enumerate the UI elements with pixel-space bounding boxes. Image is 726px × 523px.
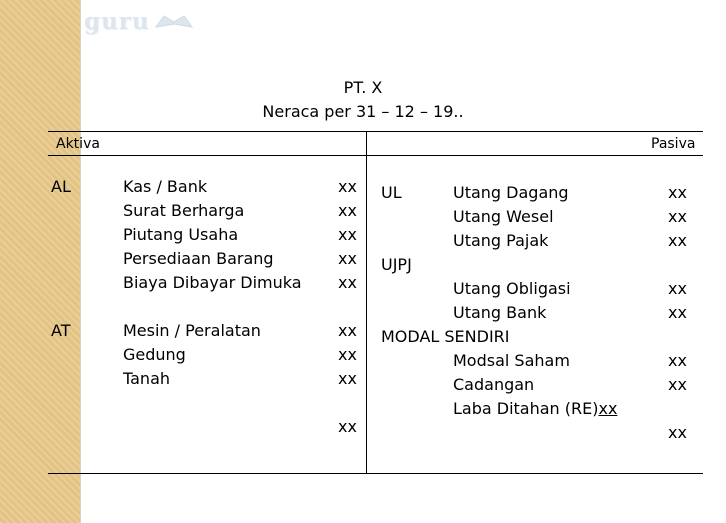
guru-logo xyxy=(84,8,194,34)
liability-value: xx xyxy=(668,231,687,250)
liability-value: xx xyxy=(668,303,687,322)
liability-value: xx xyxy=(668,207,687,226)
liability-label: Utang Obligasi xyxy=(453,279,571,298)
liability-label: Utang Bank xyxy=(453,303,547,322)
equity-label: Cadangan xyxy=(453,375,535,394)
equity-value: xx xyxy=(668,351,687,370)
column-divider xyxy=(366,131,367,474)
asset-label: Piutang Usaha xyxy=(123,225,239,244)
liability-value: xx xyxy=(668,279,687,298)
asset-value: xx xyxy=(338,249,357,268)
logo-text: guru xyxy=(84,7,150,35)
ujpj-code: UJPJ xyxy=(381,255,412,274)
header-bottom-rule xyxy=(48,155,703,156)
asset-value: xx xyxy=(338,321,357,340)
equity-label: Modsal Saham xyxy=(453,351,570,370)
liability-value: xx xyxy=(668,183,687,202)
balance-sheet-date: Neraca per 31 – 12 – 19.. xyxy=(262,102,464,121)
asset-label: Gedung xyxy=(123,345,186,364)
asset-label: Biaya Dibayar Dimuka xyxy=(123,273,302,292)
pasiva-total: xx xyxy=(668,423,687,442)
asset-value: xx xyxy=(338,225,357,244)
pasiva-header: Pasiva xyxy=(651,136,696,152)
asset-value: xx xyxy=(338,345,357,364)
equity-value: xx xyxy=(668,375,687,394)
retained-earnings-label: Laba Ditahan (RE) xyxy=(453,399,599,418)
asset-label: Persediaan Barang xyxy=(123,249,274,268)
asset-value: xx xyxy=(338,273,357,292)
liability-label: Utang Pajak xyxy=(453,231,549,250)
retained-earnings-row xyxy=(453,399,617,418)
company-name: PT. X xyxy=(343,78,383,97)
ul-code: UL xyxy=(381,183,402,202)
liability-label: Utang Dagang xyxy=(453,183,569,202)
asset-label: Kas / Bank xyxy=(123,177,208,196)
asset-label: Surat Berharga xyxy=(123,201,245,220)
table-top-rule xyxy=(48,131,703,132)
al-code: AL xyxy=(51,177,71,196)
retained-earnings-value: xx xyxy=(598,399,618,418)
asset-label: Mesin / Peralatan xyxy=(123,321,261,340)
liability-label: Utang Wesel xyxy=(453,207,554,226)
table-bottom-rule xyxy=(48,473,703,474)
asset-value: xx xyxy=(338,177,357,196)
asset-label: Tanah xyxy=(123,369,171,388)
aktiva-header: Aktiva xyxy=(56,136,100,152)
asset-value: xx xyxy=(338,369,357,388)
asset-value: xx xyxy=(338,201,357,220)
book-icon xyxy=(154,13,194,29)
modal-sendiri-code: MODAL SENDIRI xyxy=(381,327,510,346)
at-code: AT xyxy=(51,321,71,340)
aktiva-total: xx xyxy=(338,417,357,436)
